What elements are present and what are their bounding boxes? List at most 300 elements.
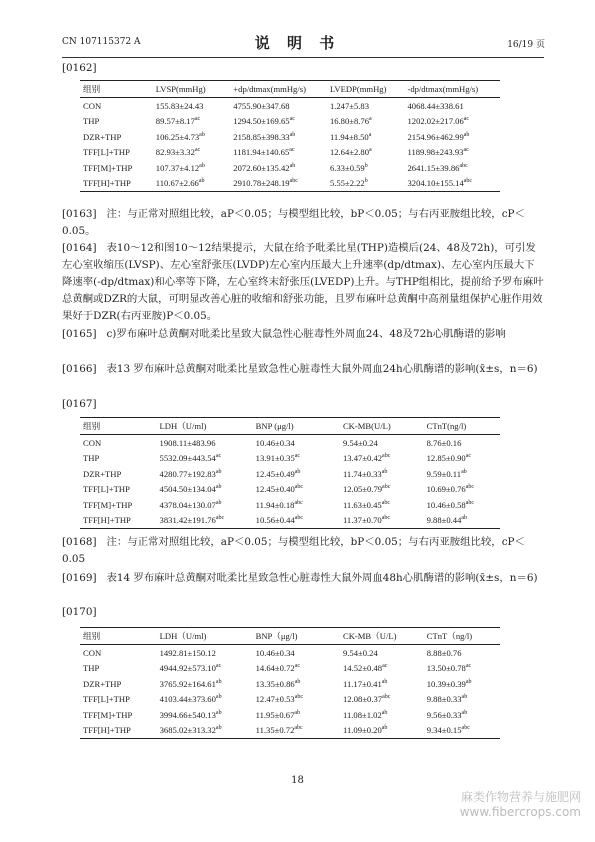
significance-marker: ac	[215, 453, 222, 460]
value-cell	[424, 482, 500, 498]
significance-marker: ab	[294, 709, 301, 716]
cell-value: TFF[M]+THP	[83, 499, 133, 510]
cell-value: 11.17±0.41	[342, 678, 382, 689]
cell-value: 4280.77±192.83	[159, 468, 216, 479]
value-cell	[253, 451, 340, 467]
value-cell	[424, 645, 500, 661]
cell-value: 11.09±0.20	[342, 725, 382, 736]
significance-marker: ab	[294, 468, 301, 475]
table-row	[80, 723, 500, 739]
significance-marker: abc	[461, 725, 470, 732]
significance-marker: ab	[215, 678, 222, 685]
cell-value: 12.85±0.90	[426, 453, 466, 464]
cell-value: 4755.90±347.68	[233, 100, 290, 111]
value-cell	[157, 661, 253, 677]
table-row	[80, 451, 500, 467]
value-cell	[253, 707, 340, 723]
cell-value: 12.45±0.49	[255, 468, 295, 479]
page-header	[0, 34, 595, 50]
cell-value: 10.69±0.76	[426, 484, 466, 495]
significance-marker: abc	[382, 484, 391, 491]
significance-marker: ac	[289, 116, 295, 123]
cell-value: 9.88±0.44	[426, 515, 462, 526]
table-row	[80, 98, 500, 114]
value-cell	[253, 661, 340, 677]
value-cell	[153, 114, 231, 130]
table-row	[80, 435, 500, 451]
value-cell	[153, 176, 231, 192]
cell-value: TFF[M]+THP	[83, 162, 133, 173]
group-cell	[80, 435, 157, 451]
cell-value: 9.56±0.33	[426, 709, 462, 720]
page-counter: 16/19 页	[507, 40, 545, 50]
significance-marker: abc	[465, 484, 475, 491]
value-cell	[157, 497, 253, 513]
cell-value: 107.37±4.12	[155, 162, 200, 173]
value-cell	[424, 676, 500, 692]
cell-value: 2158.85±398.33	[233, 131, 290, 142]
watermark-url: www.fibercrops.com	[459, 805, 581, 819]
significance-marker: ab	[215, 725, 222, 732]
significance-marker: ac	[465, 453, 472, 460]
cell-value: 10.46±0.58	[426, 499, 466, 510]
table-row	[80, 160, 500, 176]
column-header: 组别	[80, 628, 157, 645]
table-caption-14: 表14 罗布麻叶总黄酮对吡柔比星致急性心脏毒性大鼠外周血48h心肌酶谱的影响(x̄±s，n＝6)	[106, 572, 538, 584]
cell-value: 3685.02±313.32	[159, 725, 216, 736]
significance-marker: abc	[215, 515, 225, 522]
column-header: CK-MB(U/L)	[340, 418, 424, 435]
cell-value: 8.88±0.76	[426, 647, 462, 658]
value-cell	[340, 466, 424, 482]
table-row	[80, 145, 500, 161]
group-cell	[80, 676, 157, 692]
cell-value: 9.59±0.11	[426, 468, 462, 479]
cell-value: 4378.04±130.07	[159, 499, 216, 510]
header-rule	[62, 57, 544, 58]
value-cell	[157, 692, 253, 708]
group-cell	[80, 129, 153, 145]
group-cell	[80, 466, 157, 482]
value-cell	[230, 114, 327, 130]
value-cell	[340, 692, 424, 708]
cell-value: 12.05±0.79	[342, 484, 383, 495]
value-cell	[424, 692, 500, 708]
cell-value: THP	[83, 663, 100, 674]
significance-marker: ab	[199, 162, 205, 169]
cell-value: 8.76±0.16	[426, 437, 462, 448]
table-row	[80, 692, 500, 708]
cell-value: 11.63±0.45	[342, 499, 382, 510]
table-row	[80, 513, 500, 529]
significance-marker: ac	[465, 663, 472, 670]
value-cell	[157, 451, 253, 467]
significance-marker: abc	[289, 178, 298, 185]
group-cell	[80, 692, 157, 708]
note-text-0168: 注：与正常对照组比较，aP＜0.05；与模型组比较，bP＜0.05；与右丙亚胺组比较，cP＜0.05	[62, 536, 525, 565]
table-row	[80, 645, 500, 661]
column-header: -dp/dtmax(mmHg/s)	[404, 81, 500, 98]
cell-value: 106.25±4.73	[155, 131, 200, 142]
cell-value: 5532.09±443.54	[159, 453, 216, 464]
cell-value: 4068.44±338.61	[407, 100, 464, 111]
group-cell	[80, 661, 157, 677]
value-cell	[340, 661, 424, 677]
significance-marker: ab	[215, 468, 222, 475]
significance-marker: abc	[465, 499, 475, 506]
significance-marker: abc	[294, 484, 304, 491]
value-cell	[157, 513, 253, 529]
cell-value: 3765.92±164.61	[159, 678, 216, 689]
cell-value: TFF[L]+THP	[83, 484, 130, 495]
cell-value: 16.80±8.76	[329, 116, 370, 127]
para-0166	[62, 361, 544, 378]
cell-value: 9.54±0.24	[342, 647, 378, 658]
cell-value: DZR+THP	[83, 468, 122, 479]
value-cell	[424, 723, 500, 739]
significance-marker: ab	[215, 499, 222, 506]
table-24h-enzymes	[80, 417, 500, 529]
value-cell	[340, 645, 424, 661]
cell-value: 11.74±0.33	[342, 468, 382, 479]
value-cell	[404, 145, 500, 161]
value-cell	[340, 707, 424, 723]
significance-marker: abc	[459, 162, 468, 169]
column-header: LDH（U/ml)	[157, 418, 253, 435]
cell-value: 10.46±0.34	[255, 437, 295, 448]
significance-marker: ab	[199, 131, 205, 138]
cell-value: TFF[L]+THP	[83, 147, 130, 158]
significance-marker: ac	[294, 663, 301, 670]
table-row	[80, 707, 500, 723]
para-0169	[62, 570, 544, 587]
para-tag-0164: [0164]	[62, 242, 97, 254]
significance-marker: ab	[289, 162, 296, 169]
significance-marker: ab	[215, 709, 222, 716]
significance-marker: ac	[194, 116, 201, 123]
significance-marker: a	[369, 116, 372, 123]
value-cell	[153, 98, 231, 114]
table-header-row	[80, 628, 500, 645]
cell-value: 11.94±0.18	[255, 499, 295, 510]
para-0164	[62, 240, 544, 325]
watermark	[460, 790, 581, 820]
value-cell	[424, 435, 500, 451]
value-cell	[404, 98, 500, 114]
significance-marker: ac	[463, 147, 469, 154]
group-cell	[80, 645, 157, 661]
value-cell	[157, 676, 253, 692]
cell-value: 2072.60±135.42	[233, 162, 290, 173]
significance-marker: ab	[294, 678, 301, 685]
value-cell	[230, 129, 327, 145]
cell-value: 9.54±0.24	[342, 437, 378, 448]
cell-value: 1492.81±150.12	[159, 647, 216, 658]
cell-value: 12.08±0.37	[342, 694, 383, 705]
para-0163	[62, 206, 544, 240]
note-text-0163: 注：与正常对照组比较，aP＜0.05；与模型组比较，bP＜0.05；与右丙亚胺组比较，cP＜0.05。	[62, 208, 525, 237]
value-cell	[327, 160, 405, 176]
cell-value: TFF[L]+THP	[83, 694, 130, 705]
para-tag-0167: [0167]	[62, 398, 97, 410]
value-cell	[153, 129, 231, 145]
cell-value: 11.37±0.70	[342, 515, 382, 526]
cell-value: TFF[H]+THP	[83, 178, 131, 189]
significance-marker: ab	[289, 131, 296, 138]
para-tag-0162: [0162]	[62, 62, 97, 74]
value-cell	[253, 676, 340, 692]
group-cell	[80, 513, 157, 529]
group-cell	[80, 176, 153, 192]
cell-value: 4103.44±373.60	[159, 694, 216, 705]
value-cell	[157, 645, 253, 661]
column-header: 组别	[80, 81, 153, 98]
table-caption-13: 表13 罗布麻叶总黄酮对吡柔比星致急性心脏毒性大鼠外周血24h心肌酶谱的影响(x̄±s，n＝6)	[106, 363, 538, 375]
value-cell	[157, 482, 253, 498]
cell-value: 12.64±2.80	[329, 147, 370, 158]
group-cell	[80, 723, 157, 739]
significance-marker: ab	[461, 515, 468, 522]
cell-value: 1202.02±217.06	[407, 116, 464, 127]
column-header: +dp/dtmax(mmHg/s)	[230, 81, 327, 98]
cell-value: THP	[83, 116, 100, 127]
cell-value: DZR+THP	[83, 131, 122, 142]
table-row	[80, 129, 500, 145]
significance-marker: a	[368, 131, 372, 138]
cell-value: 4944.92±573.10	[159, 663, 216, 674]
value-cell	[157, 707, 253, 723]
para-tag-0165: [0165]	[62, 328, 97, 340]
para-tag-0163: [0163]	[62, 208, 97, 220]
column-header: CK-MB（U/L)	[340, 628, 424, 645]
significance-marker: abc	[294, 499, 303, 506]
significance-marker: ab	[381, 709, 388, 716]
value-cell	[157, 466, 253, 482]
column-header: CTnT(ng/l)	[424, 418, 500, 435]
cell-value: TFF[M]+THP	[83, 709, 133, 720]
cell-value: 1189.98±243.93	[407, 147, 464, 158]
cell-value: 3994.66±540.13	[159, 709, 216, 720]
para-tag-0166: [0166]	[62, 363, 97, 375]
significance-marker: b	[364, 178, 368, 185]
value-cell	[327, 114, 405, 130]
significance-marker: abc	[294, 694, 304, 701]
value-cell	[340, 723, 424, 739]
value-cell	[340, 513, 424, 529]
significance-marker: abc	[381, 515, 391, 522]
significance-marker: ab	[215, 694, 222, 701]
cell-value: 1181.94±140.65	[233, 147, 290, 158]
cell-value: 10.39±0.39	[426, 678, 466, 689]
group-cell	[80, 145, 153, 161]
cell-value: 1908.11±483.96	[159, 437, 216, 448]
significance-marker: abc	[382, 694, 391, 701]
cell-value: 11.95±0.67	[255, 709, 295, 720]
significance-marker: ac	[215, 663, 222, 670]
significance-marker: abc	[294, 725, 303, 732]
group-cell	[80, 98, 153, 114]
value-cell	[230, 145, 327, 161]
cell-value: 13.47±0.42	[342, 453, 383, 464]
value-cell	[327, 145, 405, 161]
table-row	[80, 497, 500, 513]
value-cell	[230, 160, 327, 176]
cell-value: 3204.10±155.14	[407, 178, 464, 189]
significance-marker: ac	[382, 663, 388, 670]
cell-value: 9.88±0.33	[426, 694, 462, 705]
value-cell	[157, 723, 253, 739]
document-type-title: 说 明 书	[254, 34, 341, 52]
column-header: LVSP(mmHg)	[153, 81, 231, 98]
table-row	[80, 482, 500, 498]
value-cell	[253, 482, 340, 498]
significance-marker: ab	[461, 468, 467, 475]
value-cell	[253, 513, 340, 529]
table-48h-enzymes	[80, 627, 500, 739]
value-cell	[424, 497, 500, 513]
table-header-row	[80, 418, 500, 435]
significance-marker: abc	[463, 178, 473, 185]
value-cell	[424, 466, 500, 482]
value-cell	[424, 513, 500, 529]
column-header: BNP (μg/l)	[253, 418, 340, 435]
patent-number: CN 107115372 A	[62, 37, 141, 47]
cell-value: 10.56±0.44	[255, 515, 295, 526]
cell-value: 2154.96±462.99	[407, 131, 464, 142]
significance-marker: ab	[198, 178, 205, 185]
cell-value: 12.47±0.53	[255, 694, 295, 705]
cell-value: 14.52±0.48	[342, 663, 383, 674]
value-cell	[340, 497, 424, 513]
significance-marker: ab	[463, 131, 470, 138]
value-cell	[340, 451, 424, 467]
table-row	[80, 176, 500, 192]
significance-marker: ac	[289, 147, 295, 154]
table-header-row	[80, 81, 500, 98]
cell-value: 11.08±1.02	[342, 709, 382, 720]
column-header: LVEDP(mmHg)	[327, 81, 405, 98]
significance-marker: ab	[461, 694, 468, 701]
table-lv-function	[80, 80, 500, 192]
cell-value: 11.35±0.72	[255, 725, 295, 736]
significance-marker: ab	[461, 709, 468, 716]
cell-value: 82.93±3.32	[155, 147, 195, 158]
value-cell	[230, 98, 327, 114]
watermark-site-name: 麻类作物营养与施肥网	[460, 790, 581, 804]
para-tag-0169: [0169]	[62, 572, 97, 584]
cell-value: 13.91±0.35	[255, 453, 295, 464]
group-cell	[80, 482, 157, 498]
significance-marker: abc	[294, 515, 304, 522]
value-cell	[253, 497, 340, 513]
value-cell	[230, 176, 327, 192]
group-cell	[80, 160, 153, 176]
significance-marker: ac	[463, 116, 470, 123]
table-row	[80, 114, 500, 130]
cell-value: 2641.15±39.86	[407, 162, 460, 173]
cell-value: 3831.42±191.76	[159, 515, 216, 526]
column-header: CTnT（ng/l)	[424, 628, 500, 645]
value-cell	[340, 435, 424, 451]
significance-marker: b	[364, 162, 368, 169]
cell-value: 155.83±24.43	[155, 100, 204, 111]
cell-value: CON	[83, 437, 102, 448]
cell-value: 12.45±0.40	[255, 484, 295, 495]
cell-value: CON	[83, 100, 102, 111]
value-cell	[404, 176, 500, 192]
cell-value: DZR+THP	[83, 678, 122, 689]
value-cell	[253, 466, 340, 482]
group-cell	[80, 114, 153, 130]
para-tag-0168: [0168]	[62, 536, 97, 548]
column-header: 组别	[80, 418, 157, 435]
cell-value: 4504.50±134.04	[159, 484, 216, 495]
value-cell	[404, 160, 500, 176]
group-cell	[80, 707, 157, 723]
value-cell	[327, 176, 405, 192]
value-cell	[424, 707, 500, 723]
cell-value: 13.50±0.78	[426, 663, 466, 674]
cell-value: THP	[83, 453, 100, 464]
value-cell	[153, 145, 231, 161]
value-cell	[424, 661, 500, 677]
cell-value: 6.33±0.59	[329, 162, 365, 173]
cell-value: CON	[83, 647, 102, 658]
cell-value: 14.64±0.72	[255, 663, 295, 674]
value-cell	[253, 692, 340, 708]
significance-marker: ab	[381, 468, 388, 475]
value-cell	[340, 482, 424, 498]
significance-marker: ac	[194, 147, 201, 154]
page-number: 18	[291, 775, 304, 786]
cell-value: 10.46±0.34	[255, 647, 295, 658]
value-cell	[340, 676, 424, 692]
table-row	[80, 661, 500, 677]
significance-marker: abc	[381, 499, 391, 506]
value-cell	[157, 435, 253, 451]
cell-value: 5.55±2.22	[329, 178, 365, 189]
cell-value: 110.67±2.66	[155, 178, 199, 189]
significance-marker: ab	[215, 484, 222, 491]
significance-marker: abc	[382, 453, 391, 460]
significance-marker: ab	[381, 725, 388, 732]
cell-value: 13.35±0.86	[255, 678, 295, 689]
cell-value: 89.57±8.17	[155, 116, 195, 127]
value-cell	[327, 129, 405, 145]
significance-marker: ab	[381, 678, 388, 685]
body-text-0164: 表10～12和图10～12结果提示，大鼠在给予吡柔比星(THP)造模后(24、48及72h)，可引发左心室收缩压(LVSP)、左心室舒张压(LVDP)左心室内压最大上升速率(dp/dtmax)、左心室内压最大下降速率(-dp/dtmax)和心率等下降，左心室终末舒张压(LVEDP)上升。与THP组相比，提前给予罗布麻叶总黄酮或DZR的大鼠，可明显改善心脏的收缩和舒张功能，且罗布麻叶总黄酮中高剂量组保护心脏作用效果好于DZR(右丙亚胺)P＜0.05。	[62, 242, 544, 322]
table-row	[80, 676, 500, 692]
section-heading-0165: c)罗布麻叶总黄酮对吡柔比星致大鼠急性心脏毒性外周血24、48及72h心肌酶谱的影响	[106, 328, 506, 340]
group-cell	[80, 451, 157, 467]
table-row	[80, 466, 500, 482]
significance-marker: a	[369, 147, 372, 154]
cell-value: TFF[H]+THP	[83, 515, 131, 526]
cell-value: 11.94±8.50	[329, 131, 369, 142]
value-cell	[404, 129, 500, 145]
para-0165	[62, 326, 544, 343]
column-header: BNP（μg/l)	[253, 628, 340, 645]
cell-value: 9.34±0.15	[426, 725, 462, 736]
group-cell	[80, 497, 157, 513]
value-cell	[153, 160, 231, 176]
significance-marker: ac	[294, 453, 301, 460]
para-0168	[62, 534, 544, 568]
cell-value: 1.247±5.83	[329, 100, 370, 111]
value-cell	[404, 114, 500, 130]
significance-marker: ab	[465, 678, 472, 685]
cell-value: 2910.78±248.19	[233, 178, 290, 189]
